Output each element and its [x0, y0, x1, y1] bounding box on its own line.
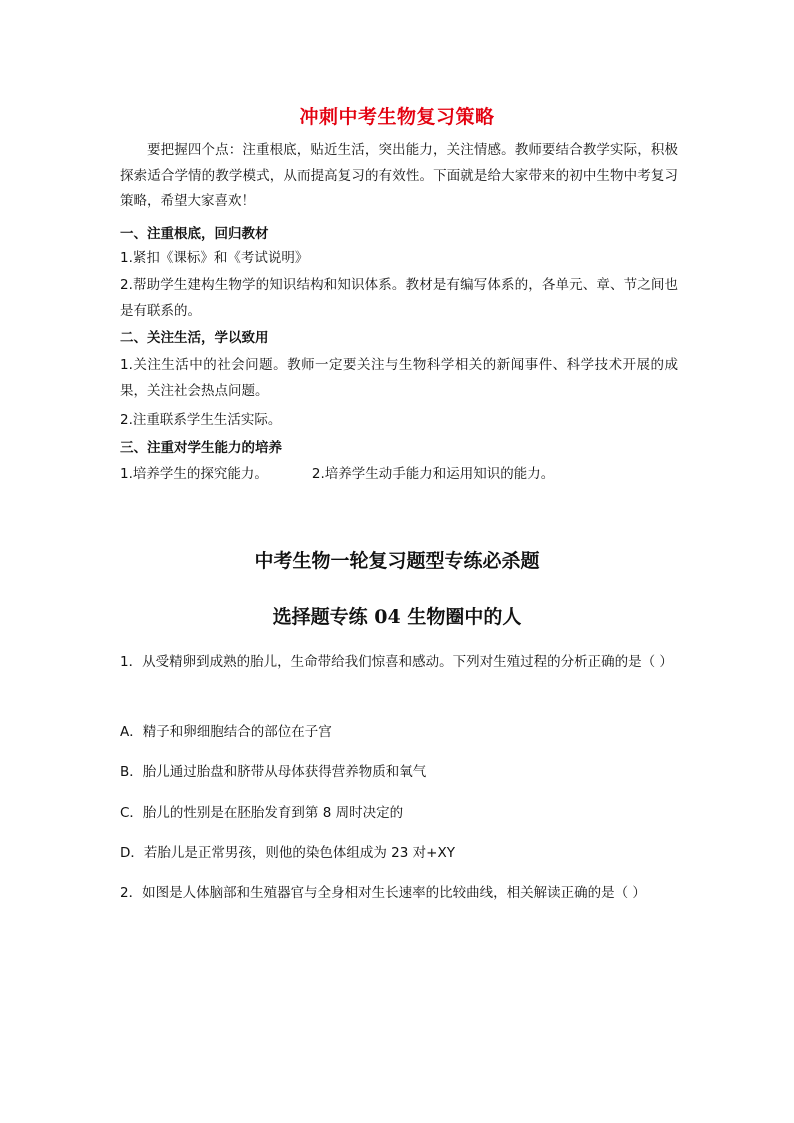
section-1-item-2: 2.帮助学生建构生物学的知识结构和知识体系。教材是有编写体系的，各单元、章、节之间也是有联系的。	[120, 277, 678, 319]
section-3-item-2: 2.培养学生动手能力和运用知识的能力。	[311, 466, 555, 482]
section-2-item-2: 2.注重联系学生生活实际。	[120, 412, 282, 428]
exam-title: 中考生物一轮复习题型专练必杀题	[254, 550, 540, 572]
intro-paragraph: 要把握四个点：注重根底，贴近生活，突出能力，关注情感。教师要结合教学实际，积极探索适合学情的教学模式，从而提高复习的有效性。下面就是给大家带来的初中生物中考复习策略，希望大家喜欢！	[120, 142, 678, 209]
question-2-stem: 2．如图是人体脑部和生殖器官与全身相对生长速率的比较曲线，相关解读正确的是（ ）	[120, 885, 646, 901]
section-heading-1: 一、注重根底，回归教材	[120, 226, 269, 242]
section-2-item-1: 1.关注生活中的社会问题。教师一定要关注与生物科学相关的新闻事件、科学技术开展的成果，关注社会热点问题。	[120, 357, 678, 399]
question-1-option-a: A．精子和卵细胞结合的部位在子宫	[120, 724, 332, 740]
question-1-option-c: C．胎儿的性别是在胚胎发育到第 8 周时决定的	[120, 805, 404, 821]
question-1-option-b: B．胎儿通过胎盘和脐带从母体获得营养物质和氧气	[120, 764, 427, 780]
section-3-item-1: 1.培养学生的探究能力。	[120, 466, 268, 482]
section-3-items	[120, 462, 678, 488]
section-heading-2: 二、关注生活，学以致用	[120, 330, 269, 346]
question-1-stem: 1．从受精卵到成熟的胎儿，生命带给我们惊喜和感动。下列对生殖过程的分析正确的是（ ）	[120, 654, 673, 670]
section-heading-3: 三、注重对学生能力的培养	[120, 440, 282, 456]
page-title: 冲刺中考生物复习策略	[299, 106, 495, 128]
section-1-item-1: 1.紧扣《课标》和《考试说明》	[120, 250, 309, 266]
exam-subtitle: 选择题专练 04 生物圈中的人	[272, 606, 522, 628]
question-1-option-d: D．若胎儿是正常男孩，则他的染色体组成为 23 对+XY	[120, 845, 455, 861]
